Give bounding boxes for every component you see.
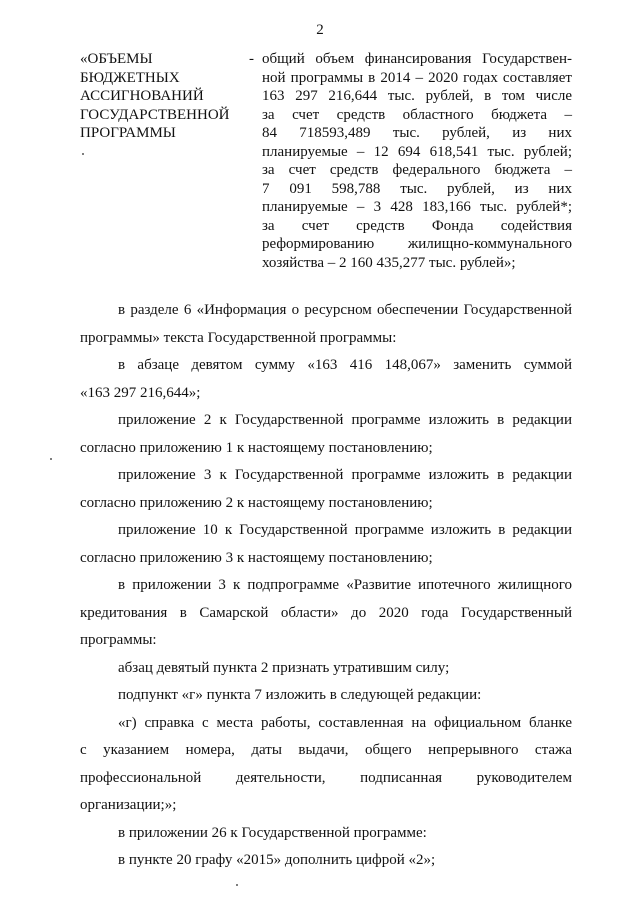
- paragraph-line: согласно приложению 1 к настоящему постановлению;: [80, 439, 433, 456]
- heading-line: АССИГНОВАНИЙ: [80, 88, 204, 104]
- paragraph: [80, 352, 572, 407]
- funding-line: планируемые – 12 694 618,541 тыс. рублей;: [262, 143, 572, 160]
- scan-speck: [82, 153, 84, 155]
- paragraph-line: «163 297 216,644»;: [80, 384, 201, 401]
- paragraph-line: подпункт «г» пункта 7 изложить в следующей редакции:: [118, 687, 482, 703]
- paragraph-line: приложение 2 к Государственной программе изложить в редакции: [118, 412, 572, 428]
- funding-line: ной программы в 2014 – 2020 годах составляет: [262, 69, 572, 86]
- document-body: [80, 297, 572, 875]
- paragraph-line: в приложении 26 к Государственной программе:: [118, 824, 427, 841]
- funding-description: [262, 50, 572, 272]
- paragraph: [80, 462, 572, 517]
- funding-line: 163 297 216,644 тыс. рублей, в том числе: [262, 88, 572, 104]
- paragraph: [80, 820, 572, 848]
- paragraph-line: кредитования в Самарской области» до 2020 года Государственный: [80, 604, 572, 621]
- paragraph-line: программы:: [80, 632, 157, 648]
- heading-line: ГОСУДАРСТВЕННОЙ: [80, 106, 230, 123]
- funding-section-heading: [80, 50, 250, 143]
- heading-line: «ОБЪЕМЫ: [80, 51, 153, 67]
- paragraph: [80, 655, 572, 683]
- paragraph-line: согласно приложению 2 к настоящему постановлению;: [80, 494, 433, 511]
- paragraph-line: «г) справка с места работы, составленная на официальном бланке: [118, 714, 572, 731]
- list-dash: -: [249, 51, 254, 67]
- paragraph: [80, 517, 572, 572]
- heading-line: ПРОГРАММЫ: [80, 125, 176, 141]
- funding-line: реформированию жилищно-коммунального: [262, 236, 572, 252]
- paragraph: [80, 847, 572, 875]
- funding-line: 7 091 598,788 тыс. рублей, из них: [262, 180, 572, 197]
- funding-line: за счет средств областного бюджета –: [262, 106, 572, 123]
- paragraph-line: в разделе 6 «Информация о ресурсном обеспечении Государственной: [118, 302, 572, 318]
- scan-speck: [236, 884, 238, 886]
- funding-line: за счет средств федерального бюджета –: [262, 162, 572, 178]
- paragraph-line: профессиональной деятельности, подписанная руководителем: [80, 769, 572, 786]
- paragraph-line: с указанием номера, даты выдачи, общего непрерывного стажа: [80, 742, 572, 758]
- paragraph: [80, 407, 572, 462]
- funding-line: за счет средств Фонда содействия: [262, 217, 572, 234]
- paragraph: [80, 710, 572, 820]
- paragraph: [80, 572, 572, 655]
- heading-line: БЮДЖЕТНЫХ: [80, 69, 180, 86]
- paragraph-line: программы» текста Государственной программы:: [80, 329, 397, 346]
- paragraph-line: в абзаце девятом сумму «163 416 148,067» заменить суммой: [118, 357, 572, 373]
- paragraph-line: в пункте 20 графу «2015» дополнить цифрой «2»;: [118, 852, 436, 868]
- paragraph: [80, 297, 572, 352]
- scan-speck: [50, 458, 52, 460]
- page-number: 2: [316, 22, 324, 38]
- funding-line: 84 718593,489 тыс. рублей, из них: [262, 125, 572, 141]
- paragraph-line: приложение 3 к Государственной программе изложить в редакции: [118, 467, 572, 483]
- paragraph-line: в приложении 3 к подпрограмме «Развитие ипотечного жилищного: [118, 577, 572, 593]
- paragraph-line: организации;»;: [80, 797, 177, 813]
- paragraph: [80, 682, 572, 710]
- funding-line: хозяйства – 2 160 435,277 тыс. рублей»;: [262, 254, 516, 271]
- funding-line: общий объем финансирования Государствен-: [262, 51, 572, 67]
- paragraph-line: приложение 10 к Государственной программе изложить в редакции: [118, 522, 572, 538]
- paragraph-line: согласно приложению 3 к настоящему постановлению;: [80, 549, 433, 566]
- funding-line: планируемые – 3 428 183,166 тыс. рублей*;: [262, 199, 572, 215]
- paragraph-line: абзац девятый пункта 2 признать утратившим силу;: [118, 659, 450, 676]
